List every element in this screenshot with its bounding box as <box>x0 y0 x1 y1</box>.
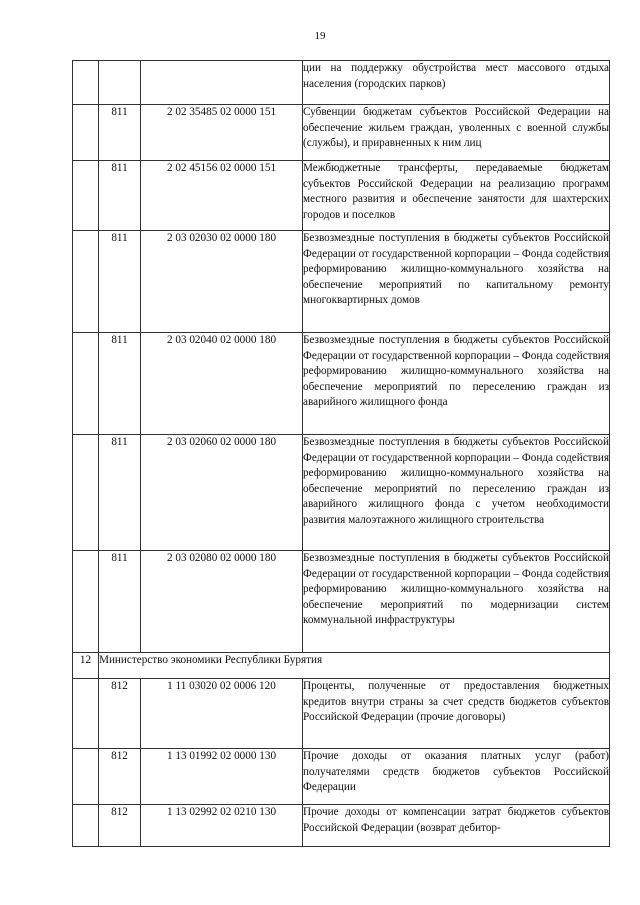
revenue-name-cell: Субвенции бюджетам субъектов Российской Федерации на обеспечение жильем граждан, уволенных с военной службы (службы), и приравненных к ним лиц <box>303 105 610 161</box>
row-number-cell <box>73 551 99 653</box>
budget-code-cell: 2 03 02060 02 0000 180 <box>141 435 303 551</box>
revenue-name-cell: Безвозмездные поступления в бюджеты субъектов Российской Федерации от государственной корпорации – Фонда содействия реформированию жилищно-коммунального хозяйства на обеспечение мероприятий по переселению граждан из аварийного жилищного фонда <box>303 333 610 435</box>
row-number-cell <box>73 105 99 161</box>
row-number-cell <box>73 435 99 551</box>
revenue-name-cell: Безвозмездные поступления в бюджеты субъектов Российской Федерации от государственной корпорации – Фонда содействия реформированию жилищно-коммунального хозяйства на обеспечение мероприятий по модернизации систем коммунальной инфраструктуры <box>303 551 610 653</box>
revenue-name-cell: ции на поддержку обустройства мест массового отдыха населения (городских парков) <box>303 61 610 105</box>
admin-code-cell <box>99 61 141 105</box>
budget-code-cell: 1 13 01992 02 0000 130 <box>141 749 303 805</box>
admin-code-cell: 811 <box>99 161 141 231</box>
ministry-name-cell: Министерство экономики Республики Бурятия <box>99 653 610 679</box>
table-row <box>73 749 610 805</box>
table-row <box>73 333 610 435</box>
table-row <box>73 679 610 749</box>
page-number: 19 <box>314 30 326 42</box>
revenue-name-cell: Проценты, полученные от предоставления бюджетных кредитов внутри страны за счет средств бюджетов субъектов Российской Федерации (прочие договоры) <box>303 679 610 749</box>
revenue-name-cell: Межбюджетные трансферты, передаваемые бюджетам субъектов Российской Федерации на реализацию программ местного развития и обеспечение занятости для шахтерских городов и поселков <box>303 161 610 231</box>
ministry-row <box>73 653 610 679</box>
table-row <box>73 161 610 231</box>
table-row <box>73 61 610 105</box>
table-row <box>73 805 610 847</box>
row-number-cell <box>73 161 99 231</box>
table-row <box>73 105 610 161</box>
admin-code-cell: 811 <box>99 105 141 161</box>
revenue-administrators-table <box>72 60 610 847</box>
row-number-cell <box>73 333 99 435</box>
table-row <box>73 551 610 653</box>
row-number-cell <box>73 61 99 105</box>
budget-code-cell: 2 02 35485 02 0000 151 <box>141 105 303 161</box>
budget-code-cell: 2 02 45156 02 0000 151 <box>141 161 303 231</box>
admin-code-cell: 812 <box>99 679 141 749</box>
budget-code-cell: 2 03 02040 02 0000 180 <box>141 333 303 435</box>
admin-code-cell: 812 <box>99 805 141 847</box>
budget-code-cell: 1 13 02992 02 0210 130 <box>141 805 303 847</box>
revenue-name-cell: Безвозмездные поступления в бюджеты субъектов Российской Федерации от государственной корпорации – Фонда содействия реформированию жилищно-коммунального хозяйства на обеспечение мероприятий по переселению граждан из аварийного жилищного фонда с учетом необходимости развития малоэтажного жилищного строительства <box>303 435 610 551</box>
table-row <box>73 435 610 551</box>
row-number-cell <box>73 679 99 749</box>
admin-code-cell: 811 <box>99 551 141 653</box>
admin-code-cell: 811 <box>99 435 141 551</box>
revenue-name-cell: Безвозмездные поступления в бюджеты субъектов Российской Федерации от государственной корпорации – Фонда содействия реформированию жилищно-коммунального хозяйства на обеспечение мероприятий по капитальному ремонту многоквартирных домов <box>303 231 610 333</box>
admin-code-cell: 811 <box>99 231 141 333</box>
row-number-cell <box>73 749 99 805</box>
revenue-name-cell: Прочие доходы от оказания платных услуг (работ) получателями средств бюджетов субъектов Российской Федерации <box>303 749 610 805</box>
budget-code-cell: 2 03 02080 02 0000 180 <box>141 551 303 653</box>
budget-code-cell: 2 03 02030 02 0000 180 <box>141 231 303 333</box>
ministry-number-cell: 12 <box>73 653 99 679</box>
budget-code-cell <box>141 61 303 105</box>
revenue-name-cell: Прочие доходы от компенсации затрат бюджетов субъектов Российской Федерации (возврат дебитор- <box>303 805 610 847</box>
row-number-cell <box>73 805 99 847</box>
table-row <box>73 231 610 333</box>
row-number-cell <box>73 231 99 333</box>
admin-code-cell: 811 <box>99 333 141 435</box>
budget-code-cell: 1 11 03020 02 0006 120 <box>141 679 303 749</box>
admin-code-cell: 812 <box>99 749 141 805</box>
